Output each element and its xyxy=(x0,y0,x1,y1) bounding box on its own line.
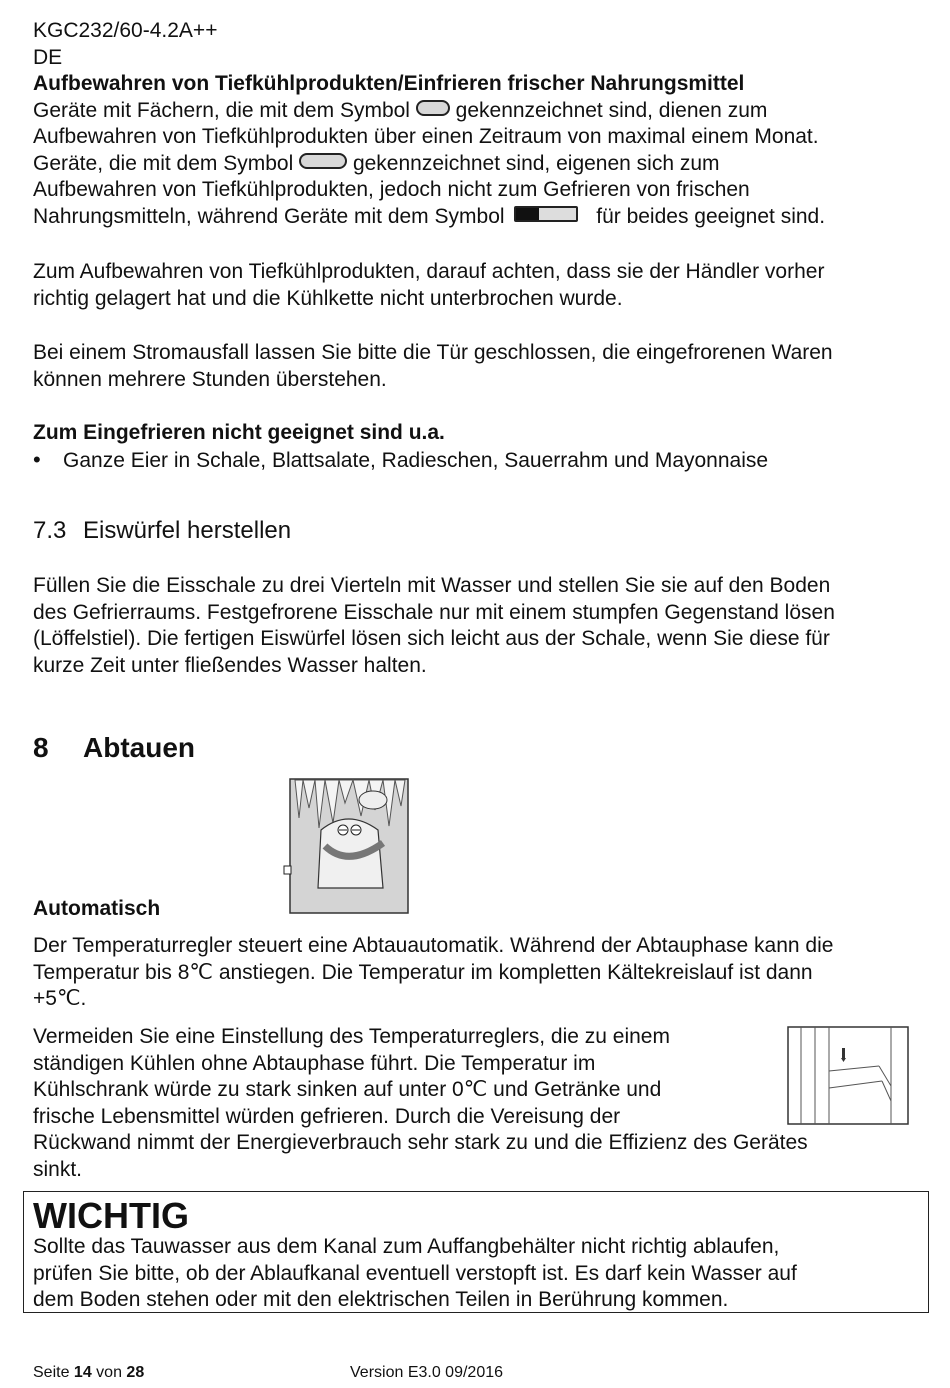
bullet-mark: • xyxy=(33,447,41,472)
section-ice-body: Füllen Sie die Eisschale zu drei Vierteln mit Wasser und stellen Sie sie auf den Boden des Gefrierraums. Festgefrorene Eisschale nur mit einem stumpfen Gegenstand lösen (Löffelstiel). Die fertigen Eiswürfel lösen sich leicht aus der Schale, wenn Sie diese für kurze Zeit unter fließendes Wasser halten. xyxy=(33,574,835,677)
model-number: KGC232/60-4.2A++ xyxy=(33,19,218,42)
section-ice-title: Eiswürfel herstellen xyxy=(83,517,292,544)
section-ice-heading xyxy=(33,517,291,545)
cold-chain-paragraph: Zum Aufbewahren von Tiefkühlprodukten, darauf achten, dass sie der Händler vorher richtig gelagert hat und die Kühlkette nicht unterbrochen wurde. xyxy=(33,260,825,310)
fridge-interior-illustration xyxy=(787,1026,909,1126)
automatic-subheading: Automatisch xyxy=(33,897,161,920)
defrost-paragraph-1: Der Temperaturregler steuert eine Abtauautomatik. Während der Abtauphase kann die Temperatur bis 8℃ anstiegen. Die Temperatur im kompletten Kältekreislauf ist dann +5℃. xyxy=(33,934,834,1010)
section-defrost-title: Abtauen xyxy=(83,732,195,763)
defrost-illustration xyxy=(283,778,413,915)
freeze-paragraph-line: Geräte, die mit dem Symbol gekennzeichnet sind, eigenen sich zum xyxy=(33,151,720,175)
two-star-symbol-icon xyxy=(416,100,450,116)
defrost-paragraph-2: Vermeiden Sie eine Einstellung des Temperaturreglers, die zu einem ständigen Kühlen ohne Abtauphase führt. Die Temperatur im Kühlschrank würde zu stark sinken auf unter 0℃ und Getränke und frische Lebensmittel würden gefrieren. Durch die Vereisung der Rückwand nimmt der Energieverbrauch sehr stark zu und die Effizienz des Gerätes sinkt. xyxy=(33,1025,808,1181)
freeze-paragraph-line: Aufbewahren von Tiefkühlprodukten, jedoch nicht zum Gefrieren von frischen xyxy=(33,178,750,201)
page-number: Seite 14 von 28 xyxy=(33,1364,145,1381)
header xyxy=(33,18,217,71)
warning-line: Sollte das Tauwasser aus dem Kanal zum Auffangbehälter nicht richtig ablaufen, xyxy=(33,1235,780,1258)
warning-title: WICHTIG xyxy=(33,1195,189,1236)
freeze-paragraph-line: Geräte mit Fächern, die mit dem Symbol gekennzeichnet sind, dienen zum xyxy=(33,98,768,122)
language-code: DE xyxy=(33,45,63,69)
warning-line: dem Boden stehen oder mit den elektrischen Teilen in Berührung kommen. xyxy=(33,1288,729,1311)
section-defrost-heading xyxy=(33,732,195,764)
section-defrost-number: 8 xyxy=(33,732,49,763)
three-star-symbol-icon xyxy=(299,153,347,169)
list-item: • Ganze Eier in Schale, Blattsalate, Radieschen, Sauerrahm und Mayonnaise xyxy=(33,447,769,472)
power-failure-paragraph: Bei einem Stromausfall lassen Sie bitte die Tür geschlossen, die eingefrorenen Waren können mehrere Stunden überstehen. xyxy=(33,341,833,391)
four-star-symbol-icon xyxy=(514,206,578,222)
section-ice-number: 7.3 xyxy=(33,517,67,544)
section-freeze xyxy=(33,71,825,230)
not-suitable-title: Zum Eingefrieren nicht geeignet sind u.a. xyxy=(33,421,445,444)
bullet-list xyxy=(33,447,768,475)
section-freeze-title: Aufbewahren von Tiefkühlprodukten/Einfrieren frischer Nahrungsmittel xyxy=(33,72,745,95)
warning-line: prüfen Sie bitte, ob der Ablaufkanal eventuell verstopft ist. Es darf kein Wasser auf xyxy=(33,1261,797,1285)
warning-box xyxy=(23,1191,929,1313)
freeze-paragraph-line: Nahrungsmitteln, während Geräte mit dem Symbol für beides geeignet sind. xyxy=(33,204,826,228)
freeze-paragraph-line: Aufbewahren von Tiefkühlprodukten über einen Zeitraum von maximal einem Monat. xyxy=(33,125,819,148)
version-info: Version E3.0 09/2016 xyxy=(350,1364,504,1381)
